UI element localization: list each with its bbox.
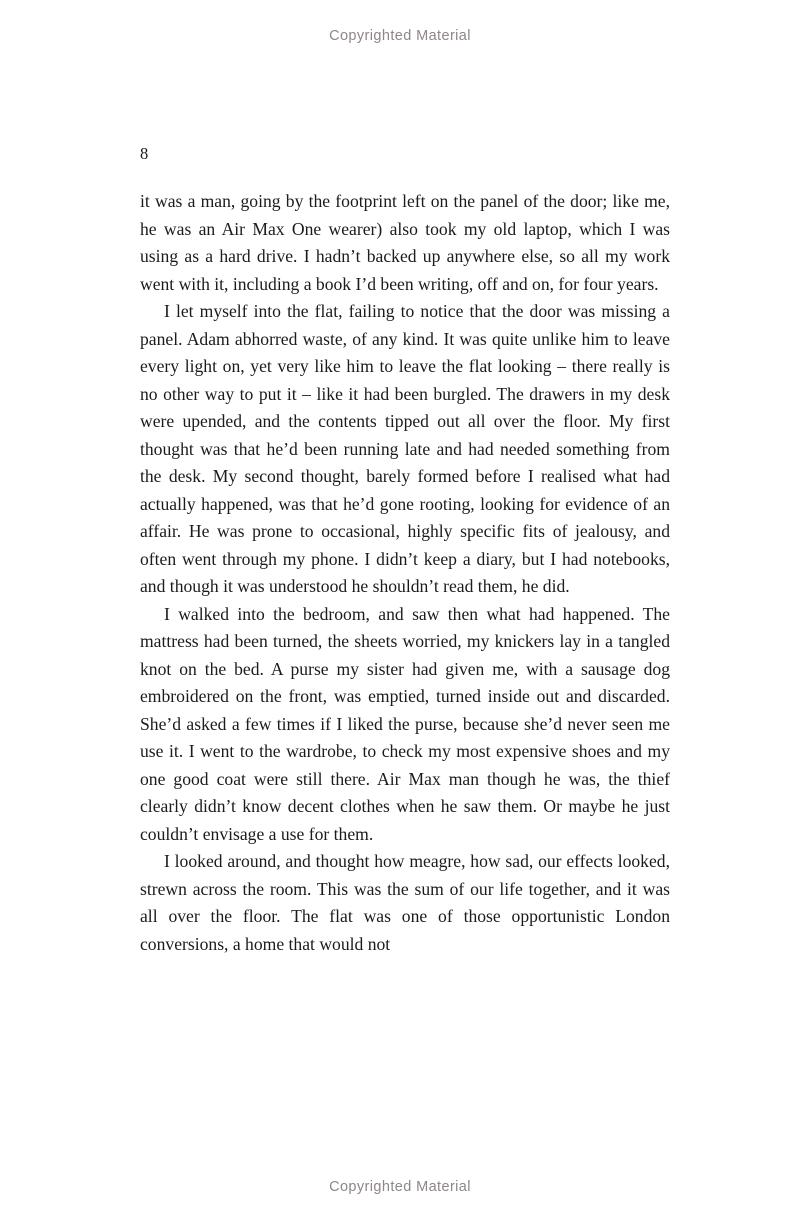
copyright-notice-bottom: Copyrighted Material: [329, 1179, 471, 1195]
paragraph: I looked around, and thought how meagre, how sad, our effects looked, strewn across the room. This was the sum of our life together, and it was all over the floor. The flat was one of those opportunistic London conversions, a home that would not: [140, 851, 670, 954]
body-text: [140, 188, 670, 958]
copyright-notice-top: Copyrighted Material: [329, 28, 471, 44]
page-number: 8: [140, 144, 149, 163]
page-content: [140, 0, 670, 958]
paragraph: I let myself into the flat, failing to notice that the door was missing a panel. Adam abhorred waste, of any kind. It was quite unlike him to leave every light on, yet very like him to leave the flat looking – there really is no other way to put it – like it had been burgled. The drawers in my desk were upended, and the contents tipped out all over the floor. My first thought was that he’d been running late and had needed something from the desk. My second thought, barely formed before I realised what had actually happened, was that he’d gone rooting, looking for evidence of an affair. He was prone to occasional, highly specific fits of jealousy, and often went through my phone. I didn’t keep a diary, but I had notebooks, and though it was understood he shouldn’t read them, he did.: [140, 301, 670, 596]
paragraph: it was a man, going by the footprint left on the panel of the door; like me, he was an Air Max One wearer) also took my old laptop, which I was using as a hard drive. I hadn’t backed up anywhere else, so all my work went with it, including a book I’d been writing, off and on, for four years.: [140, 191, 670, 294]
paragraph: I walked into the bedroom, and saw then what had happened. The mattress had been turned, the sheets worried, my knickers lay in a tangled knot on the bed. A purse my sister had given me, with a sausage dog embroidered on the front, was emptied, turned inside out and discarded. She’d asked a few times if I liked the purse, because she’d never seen me use it. I went to the wardrobe, to check my most expensive shoes and my one good coat were still there. Air Max man though he was, the thief clearly didn’t know decent clothes when he saw them. Or maybe he just couldn’t envisage a use for them.: [140, 603, 670, 844]
